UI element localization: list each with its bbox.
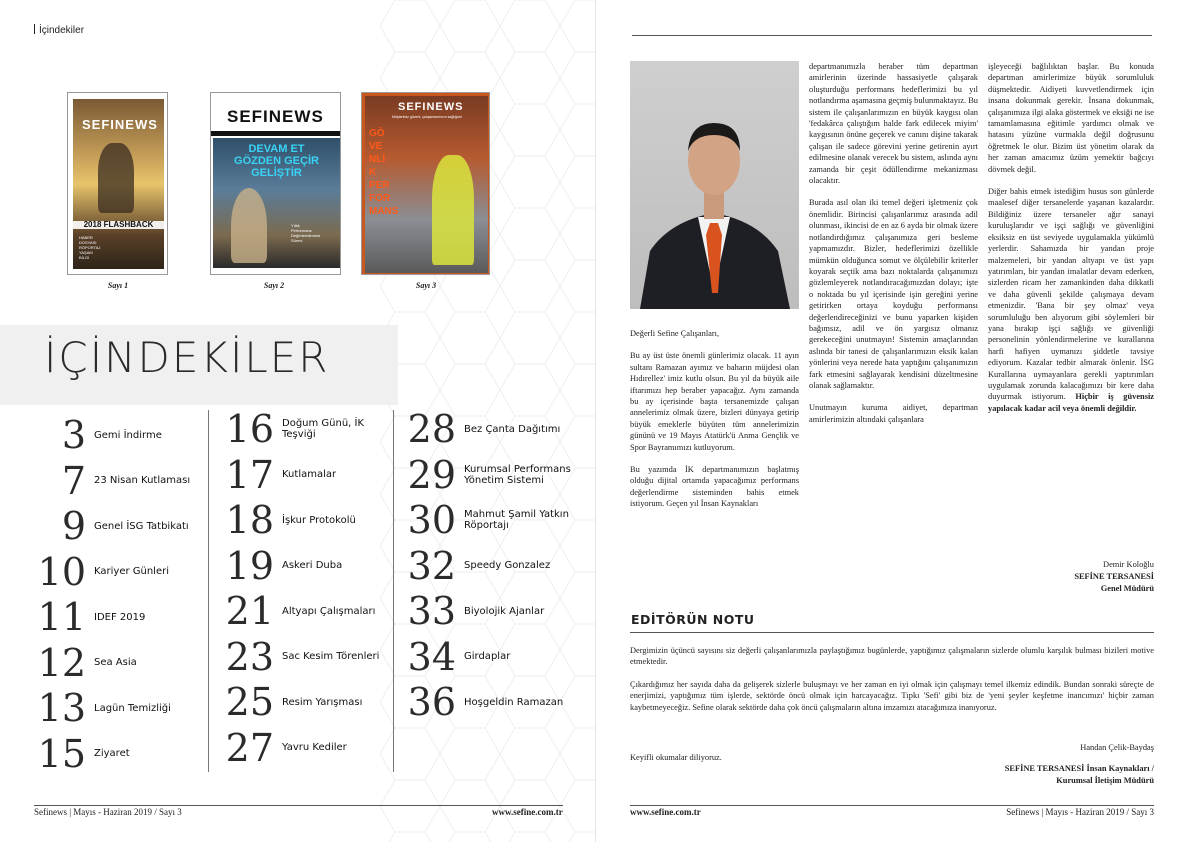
toc-title: İÇİNDEKİLER — [44, 333, 330, 382]
letter-column-2 — [809, 61, 978, 436]
toc-page-number: 16 — [225, 407, 274, 451]
editor-paragraph: Çıkardığımız her sayıda daha da gelişerek sizlerle buluşmayı ve her zaman en iyi olmak için çalışmayı temel ilkemiz edindik. Bundan sonraki süreçte de enerjimizi, yaptığımız tüm işlerde, sektörde öncü olmak için harcayacağız. Tıpkı 'Sefi' gibi biz de 'yeni şeyler keşfetme inancımızı' hiçbir zaman kaybetmeyeceğiz. Sefine olarak sektörde daha çok öncü çalışmaların altına imzamızı atacağımıza inanıyoruz. — [630, 679, 1154, 712]
cover-issue-1[interactable] — [67, 92, 168, 275]
letter-paragraph: işleyeceği bağlılıktan başlar. Bu konuda departman amirlerimize büyük sorumluluk düşmektedir. Aidiyeti kuvvetlendirmek için insana dokunmak gerekir. İnsana dokunmak, çalışanımıza ilgi alaka göstermek ve eksiği ne ise tamamlamasına eğitimle yardımcı olmak ve hatasını yüzüne vurmakla değil doğrusunu öğretmek le olur. Bizim üst yönetim olarak da her zaman amacımız üzüm yemektir bağcıyı dövmek değil. — [988, 62, 1154, 174]
letter-emphasis: Hiçbir iş güvensiz yapılacak kadar acil veya önemli değildir. — [988, 392, 1154, 413]
toc-entry-label: Askeri Duba — [282, 560, 343, 571]
toc-page-number: 10 — [37, 549, 86, 594]
cover-issue-2[interactable] — [210, 92, 341, 275]
toc-entry[interactable] — [218, 589, 376, 633]
cover-headline: DEVAM ET GÖZDEN GEÇİR GELİŞTİR — [234, 143, 319, 179]
toc-entry[interactable] — [218, 407, 390, 451]
toc-page-number: 27 — [225, 725, 274, 770]
letter-paragraph: departmanımızla beraber tüm departman amirlerinin üzerinde hassasiyetle çalışarak oluşturduğu performans hedeflerimizi bu yıl notlandırma aşamasına geçmiş bulunmaktayız. Bu sistem ile çalışanlarımızın en büyük kaygısı olan 'fedakârca çalıştığım halde fark edilecek miyim' kaygısının önüne geçerek ve canını dişine takarak çalışan ile sadece görevini yerine getirenin ayırt edilmesine olanak verecek bu sistem, aslında aynı zamanda bir çeşit ödüllendirme mekanizması olacaktır. — [809, 62, 978, 186]
toc-page-number: 15 — [37, 731, 86, 776]
toc-entry-label: Sea Asia — [94, 657, 137, 668]
editor-sign-name: Handan Çelik-Baydaş — [1080, 743, 1154, 752]
editor-closing: Keyifli okumalar diliyoruz. — [630, 753, 722, 762]
toc-page-number: 34 — [407, 634, 456, 679]
propeller-figure — [231, 188, 267, 263]
cover-headline: 2018 FLASHBACK — [83, 220, 154, 229]
toc-entry[interactable] — [218, 498, 356, 542]
editor-note-rule — [630, 632, 1154, 633]
toc-entry-label: 23 Nisan Kutlaması — [94, 475, 191, 486]
footer-rule — [630, 805, 1154, 806]
letter-greeting: Değerli Sefine Çalışanları, — [630, 329, 720, 338]
signature-title: Genel Müdürü — [1100, 584, 1154, 593]
toc-entry[interactable] — [400, 680, 564, 724]
toc-page-number: 17 — [225, 452, 274, 497]
cover-caption-3: Sayı 3 — [415, 281, 437, 290]
letter-signature — [988, 559, 1154, 595]
toc-entry-label: Genel İSG Tatbikatı — [94, 520, 189, 532]
toc-column-divider — [393, 410, 394, 772]
letter-column-1 — [630, 328, 799, 521]
toc-entry-label: Gemi İndirme — [94, 429, 162, 441]
cover-subtext: HABER DOSYASI RÖPORTAJ YAŞAM BİLGİ — [79, 235, 101, 260]
toc-entry[interactable] — [400, 543, 551, 588]
cover-caption-2: Sayı 2 — [263, 281, 285, 290]
toc-page-number: 25 — [225, 680, 274, 724]
toc-entry-label: Sac Kesim Törenleri — [282, 651, 380, 662]
section-header: İçindekiler — [34, 24, 84, 36]
letter-paragraph: Bu ay üst üste önemli günlerimiz olacak. 11 ayın sultanı Ramazan ayımız ve baharın müjdesi olan Hıdırellez' imiz kutlu olsun. Bu yıl da büyük aile iftarımızı hep beraber yapacağız. Aynı zamanda bu ay içerisinde başta tersanemizde çalışan annelerimiz olmak üzere, bizleri dünyaya getirip büyük emeklerle büyüten tüm annelerimizin gününü ve 19 Mayıs Atatürk'ü Anma Gençlik ve Spor Bayramımızı kutluyorum. — [630, 351, 799, 452]
toc-page-number: 11 — [37, 595, 86, 639]
toc-entry[interactable] — [34, 504, 189, 548]
toc-entry-label: Altyapı Çalışmaları — [282, 605, 376, 617]
toc-page-number: 3 — [61, 413, 86, 457]
toc-entry-label: Ziyaret — [94, 748, 130, 759]
toc-entry[interactable] — [400, 452, 572, 497]
editor-sign-org: SEFİNE TERSANESİ İnsan Kaynakları / — [1004, 764, 1154, 773]
toc-entry[interactable] — [34, 458, 191, 503]
toc-page-number: 7 — [61, 458, 86, 503]
letter-paragraph: Bu yazımda İK departmanımızın başlatmış olduğu dijital ortamda yapacağımız performans değerlendirme sisteminden bahis etmek istiyorum. Geçen yıl İnsan Kaynakları — [630, 465, 799, 509]
editor-paragraph: Dergimizin üçüncü sayısını siz değerli çalışanlarımızla paylaştığımız bugünlerde, yaptığımız çalışmaların sizlerde olumlu karşılık bulması bizileri motive etmektedir. — [630, 646, 1154, 667]
signature-name: Demir Koloğlu — [1103, 560, 1154, 569]
toc-entry-label: Kariyer Günleri — [94, 566, 170, 577]
toc-page-number: 21 — [225, 589, 274, 633]
left-page — [0, 0, 595, 842]
header-rule — [632, 35, 1152, 36]
toc-page-number: 19 — [225, 543, 274, 588]
toc-entry-label: Speedy Gonzalez — [464, 560, 551, 571]
toc-entry-label: Yavru Kediler — [282, 742, 347, 753]
cover-caption-1: Sayı 1 — [107, 281, 129, 290]
cover-subtext: Yıllık Performans Değerlendirmesi Süreci — [291, 223, 321, 243]
toc-page-number: 28 — [407, 407, 456, 451]
cover-subtext: Müşterimiz güveni, çalışanlarımızın sağlığıdır — [392, 115, 463, 119]
letter-paragraph: Unutmayın kuruma aidiyet, departman amirlerimizin altındaki çalışanlara — [809, 403, 978, 424]
toc-page-number: 36 — [407, 680, 456, 724]
toc-page-number: 9 — [61, 504, 86, 548]
toc-page-number: 18 — [225, 498, 274, 542]
toc-entry-label: Kutlamalar — [282, 469, 337, 480]
toc-entry[interactable] — [34, 595, 146, 639]
toc-entry[interactable] — [400, 498, 572, 542]
toc-entry[interactable] — [400, 589, 545, 633]
toc-entry-label: Girdaplar — [464, 651, 511, 662]
toc-entry-label: Lagün Temizliği — [94, 702, 171, 714]
toc-page-number: 29 — [407, 452, 456, 497]
toc-entry[interactable] — [34, 686, 171, 730]
worker-figure — [432, 155, 474, 265]
cover-headline: GÖ VE NLİ K PER FOR MANS — [369, 128, 399, 217]
cover-issue-3[interactable] — [361, 92, 490, 275]
toc-entry[interactable] — [34, 549, 170, 594]
toc-entry-label: Doğum Günü, İK Teşviği — [282, 418, 365, 440]
editor-note-body — [630, 645, 1154, 724]
toc-entry-label: İşkur Protokolü — [282, 514, 356, 526]
toc-entry-label: Bez Çanta Dağıtımı — [464, 423, 561, 435]
footer-issue: Sefinews | Mayıs - Haziran 2019 / Sayı 3 — [34, 807, 182, 817]
toc-entry-label: Hoşgeldin Ramazan — [464, 696, 564, 708]
cover-logo: SEFINEWS — [398, 101, 464, 113]
toc-page-number: 23 — [225, 634, 274, 679]
letter-paragraph: Burada asıl olan iki temel değeri işletmeniz çok önemlidir. Birincisi çalışanlarımız arasında adil olunması, ikincisi de en az 6 ayda bir olmak üzere notlandırdığımız çalışanımıza geri besleme yapmamızdır. Bizler, hedeflerimizi özellikle mümkün olduğunca somut ve ölçülebilir kriterler koyarak seçtik ama bazı noktalarda çalışanımızı gözlemleyerek notlandıracağımızdan dolayı; işte o noktada bu yıl içerisinde işin gereğini yerine getirirken ortaya koyduğu performansı değerlendireceğinizi ve bunu yaparken kişiden bağımsız, adil ve ön yargısız olmanız gerekeceğini unutmayın! Sistemin amaçlarından aslında bir tanesi de çalışanlarımızın eksik kalan yönlerini veya nerede hata yaptığını çalışanımızın fark etmesini sağlayarak kendisini düzeltmesine olanak sağlamaktır. — [809, 198, 978, 390]
toc-page-number: 13 — [37, 686, 86, 730]
toc-entry[interactable] — [34, 413, 162, 457]
toc-entry[interactable] — [218, 634, 380, 679]
toc-page-number: 33 — [407, 589, 456, 633]
signature-org: SEFİNE TERSANESİ — [1074, 572, 1154, 581]
right-page — [596, 0, 1191, 842]
toc-entry-label: IDEF 2019 — [94, 611, 146, 623]
footer-url[interactable]: www.sefine.com.tr — [630, 807, 701, 817]
toc-entry[interactable] — [218, 452, 337, 497]
toc-entry-label: Resim Yarışması — [282, 696, 363, 708]
toc-page-number: 32 — [407, 543, 456, 588]
footer-url[interactable]: www.sefine.com.tr — [492, 807, 563, 817]
welder-figure — [98, 143, 134, 213]
letter-paragraph: Diğer bahis etmek istediğim husus son günlerde maalesef diğer tersanelerde yaşanan kazalardır. Bildiğiniz üzere tersaneler ağır sanayi kuruluşlarıdır ve işçi sağlığı ve güvenliğini eksiksiz en üst seviyede uygulamakla yükümlü yerlerdir. Sahamızda bir yandan proje malzemeleri, bir yandan altyapı ve üst yapı yatırımları, bir yandan imalatlar devam ederken, sizlerden ricam her zamankinden daha dikkatli ve daha güvenli şekilde çalışmaya devam etmenizdir. 'Bana bir şey olmaz' veya sorumluluğu ben alıyorum gibi söylemleri bir yana bırakıp işçi sağlığı ve güvenliği personelinin yönlendirmelerine ve kurallarına harfi hafiyen uymanızı şiddetle tavsiye ediyorum. Kazalar tedbir almarak önlenir. İSG Kurallarına uymayanlara gerekli yaptırımları uygulamak zorunda kalacağımızı bir kere daha duyurmak istiyorum. — [988, 187, 1154, 402]
toc-entry[interactable] — [218, 725, 347, 770]
toc-entry[interactable] — [218, 680, 363, 724]
toc-page-number: 30 — [407, 498, 456, 542]
toc-entry-label: Mahmut Şamil Yatkın Röportajı — [464, 509, 569, 531]
letter-column-3 — [988, 61, 1154, 425]
footer-issue: Sefinews | Mayıs - Haziran 2019 / Sayı 3 — [1006, 807, 1154, 817]
editor-sign-title: Kurumsal İletişim Müdürü — [1056, 776, 1154, 785]
general-manager-portrait — [630, 61, 799, 309]
toc-entry[interactable] — [400, 407, 561, 451]
toc-entry[interactable] — [34, 731, 130, 776]
toc-entry[interactable] — [218, 543, 343, 588]
toc-column-divider — [208, 410, 209, 772]
toc-entry[interactable] — [34, 640, 137, 685]
editor-signature — [896, 763, 1154, 787]
editor-note-title: EDİTÖRÜN NOTU — [631, 612, 755, 627]
toc-page-number: 12 — [37, 640, 86, 685]
cover-logo: SEFINEWS — [82, 117, 158, 132]
toc-entry[interactable] — [400, 634, 511, 679]
cover-logo: SEFINEWS — [227, 107, 324, 126]
toc-entry-label: Kurumsal Performans Yönetim Sistemi — [464, 463, 571, 486]
toc-entry-label: Biyolojik Ajanlar — [464, 605, 545, 617]
footer-rule — [34, 805, 563, 806]
